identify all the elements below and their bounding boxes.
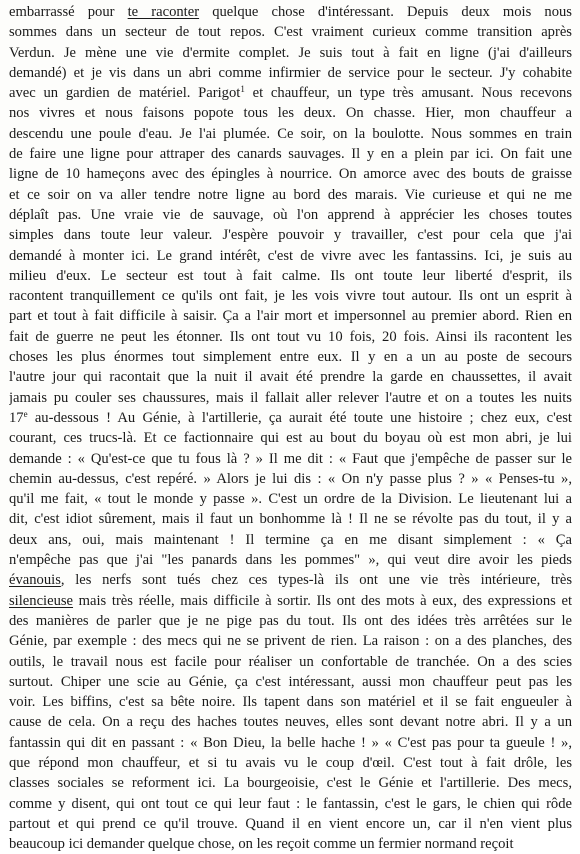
text-run: mais très réelle, mais difficile à sortir. Ils ont des mots à eux, des expressions et: [73, 592, 572, 609]
text-run: classes sociales se reforment ici. La bourgeoisie, c'est le Génie et l'artillerie. Des mecs,: [9, 775, 572, 792]
text-line: [9, 753, 572, 773]
text-line: [9, 367, 572, 387]
text-line: [9, 205, 572, 225]
text-line: [9, 469, 572, 489]
text-run: beaucoup ici demander quelque chose, on les reçoit comme un fermier normand reçoit: [9, 836, 514, 853]
text-run: demandé à monter ici. Le grand intérêt, c'est de vivre avec les fantassins. Ici, je suis au: [9, 247, 572, 264]
text-run: de faire une ligne pour attraper des canards sauvages. Il y en a plein par ici. On fait une: [9, 146, 572, 163]
text-line: [9, 83, 572, 103]
text-run: ligne de 10 hameçons avec des épingles à nourrice. On amorce avec des bouts de graisse: [9, 166, 572, 183]
text-run: surtout. Chiper une scie au Génie, ça c'est intéressant, aussi mon chauffeur peut pas les: [9, 673, 572, 690]
text-line: [9, 103, 572, 123]
underlined-word: évanouis: [9, 572, 61, 589]
text-run: milieu d'eux. Le secteur est tout à fait calme. Ils ont toute leur liberté d'esprit, ils: [9, 267, 572, 284]
text-run: outils, le travail nous est facile pour réaliser un confortable de tranchée. On a des scies: [9, 653, 572, 670]
text-run: choses les plus énormes tout simplement entre eux. Il y en a un au poste de secours: [9, 349, 572, 366]
text-run: demandé) et je vis dans un abri comme infirmier de service pour le secteur. J'y cohabite: [9, 64, 572, 81]
text-line: [9, 712, 572, 732]
text-run: fait de guerre ne peut les étonner. Ils ont tout vu 10 fois, 20 fois. Ainsi ils racontent les: [9, 328, 572, 345]
text-line: [9, 692, 572, 712]
text-line: [9, 570, 572, 590]
text-line: [9, 266, 572, 286]
text-line: [9, 428, 572, 448]
text-run: part et tout à fait difficile à saisir. Ça a l'air mort et impersonnel au premier abord. Rien en: [9, 308, 572, 325]
text-line: [9, 63, 572, 83]
text-run: déplaît pas. Une vraie vie de sauvage, où l'on apprend à apprécier les choses toutes: [9, 206, 572, 223]
text-run: comme y disent, qui ont tout ce qui leur faut : le fantassin, c'est le gars, le chien qui rôde: [9, 795, 572, 812]
underlined-word: silencieuse: [9, 592, 74, 609]
text-line: [9, 246, 572, 266]
letter-body-text: [9, 2, 572, 854]
superscript-mark: 1: [240, 84, 245, 95]
text-line: [9, 814, 572, 834]
text-line: [9, 530, 572, 550]
text-run: simples dans toute leur valeur. J'espère pouvoir y travailler, c'est pour cela que j'ai: [9, 227, 572, 244]
text-run: demande : « Qu'est-ce que tu fous là ? » Il me dit : « Faut que j'empêche de passer sur le: [9, 450, 572, 467]
text-run: qu'il me fait, « tout le monde y passe ». C'est un ordre de la Division. Le lieutenant lui a: [9, 491, 572, 508]
text-run: descendu une poule d'eau. Je l'ai plumée. Ce soir, on la boulotte. Nous sommes en train: [9, 125, 572, 142]
text-run: et ce soir on va aller tendre notre ligne au bord des marais. Vie curieuse et qui ne me: [9, 186, 572, 203]
text-run: avec un gardien de matériel. Parigot: [9, 85, 241, 102]
text-line: [9, 449, 572, 469]
text-line: [9, 347, 572, 367]
text-run: des manières de parler que je ne pige pas du tout. Ils ont des idées très arrêtées sur le: [9, 612, 572, 629]
text-run: Génie, par exemple : des mecs qui ne se privent de rien. La raison : on a des planches, des: [9, 633, 572, 650]
text-line: [9, 591, 572, 611]
text-run: l'autre jour qui racontait que la nuit il avait été prendre la garde en chaussettes, il avait: [9, 369, 572, 386]
text-run: cause de cela. On a reçu des haches toutes neuves, elles sont devant notre abri. Il y a un: [9, 714, 572, 731]
text-run: que répond mon chauffeur, et si tu avais vu le coup d'œil. C'est tout à fait drôle, les: [9, 754, 572, 771]
text-line: [9, 408, 572, 428]
text-run: n'empêche pas que j'ai "les panards dans les pommes" », qui veut dire avoir les pieds: [9, 552, 572, 569]
text-line: [9, 509, 572, 529]
text-line: [9, 834, 572, 854]
text-line: [9, 773, 572, 793]
text-run: racontent tranquillement ce qu'ils ont fait, je les vois vivre tout autour. Ils ont un esprit à: [9, 288, 572, 305]
text-run: au-dessous ! Au Génie, à l'artillerie, ça aurait été toute une histoire ; chez eux, c'est: [27, 409, 572, 426]
text-run: , les nerfs sont tués chez ces types-là ils ont une vie très intérieure, très: [60, 572, 572, 589]
text-run: 17: [9, 409, 24, 426]
text-line: [9, 2, 572, 22]
text-line: [9, 286, 572, 306]
text-line: [9, 550, 572, 570]
text-line: [9, 672, 572, 692]
text-line: [9, 225, 572, 245]
text-line: [9, 22, 572, 42]
text-run: deux ans, oui, mais maintenant ! Il termine ça en me disant simplement : « Ça: [9, 531, 572, 548]
text-run: sommes dans un secteur de tout repos. C'est vraiment curieux comme transition après: [9, 24, 572, 41]
superscript-mark: e: [23, 408, 28, 419]
text-line: [9, 489, 572, 509]
text-line: [9, 794, 572, 814]
text-line: [9, 327, 572, 347]
text-line: [9, 388, 572, 408]
text-run: voir. Les biffins, c'est sa bête noire. Ils tapent dans son matériel et il se fait engueuler à: [9, 694, 572, 711]
text-line: [9, 611, 572, 631]
text-run: quelque chose d'intéressant. Depuis deux mois nous: [199, 4, 572, 20]
text-line: [9, 631, 572, 651]
text-run: et chauffeur, un type très amusant. Nous recevons: [244, 85, 572, 102]
text-run: chemin au-dessus, c'est repéré. » Alors je lui dis : « On n'y passe plus ? » « Penses-tu »,: [9, 470, 572, 487]
text-run: courant, ces trucs-là. Et ce factionnaire qui est au bout du boyau où est mon abri, je lui: [9, 430, 572, 447]
text-run: nos vivres et nous faisons popote tous les deux. On chasse. Hier, mon chauffeur a: [9, 105, 572, 122]
text-run: Verdun. Je mène une vie d'ermite complet. Je suis tout à fait en ligne (j'ai d'ailleurs: [9, 44, 572, 61]
text-run: jamais pu couler ses chaussures, mais il fallait aller relever l'autre et on a toutes les nuits: [9, 389, 572, 406]
text-line: [9, 164, 572, 184]
text-line: [9, 124, 572, 144]
text-run: fantassin qui dit en passant : « Bon Dieu, la belle hache ! » « C'est pas pour ta gueule ! »,: [9, 734, 572, 751]
text-line: [9, 185, 572, 205]
text-run: embarrassé pour: [9, 4, 128, 20]
text-line: [9, 306, 572, 326]
text-run: partout et qui prend ce qu'il trouve. Quand il en vient encore un, car il n'en vient plus: [9, 815, 572, 832]
text-run: dit, c'est idiot sûrement, mais il faut un bonhomme là ! Il ne se révolte pas du tout, il y a: [9, 511, 572, 528]
text-line: [9, 43, 572, 63]
text-line: [9, 652, 572, 672]
text-line: [9, 144, 572, 164]
underlined-word: te raconter: [127, 4, 200, 20]
text-line: [9, 733, 572, 753]
